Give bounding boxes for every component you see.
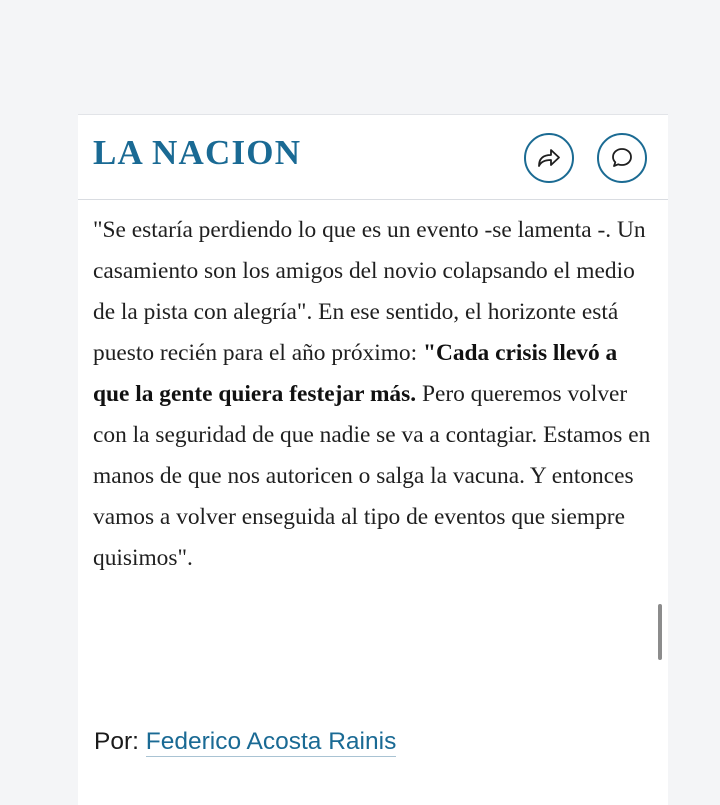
quote-text: "Se estaría perdiendo lo que es un evento -se lamenta -. Un casamiento son los amigos del novio colapsando el medio de la pista con alegría". En ese sentido, el horizonte está puesto recién para el año próximo: xyxy=(93,217,646,366)
highlighted-quote: "Cada crisis llevó a que la gente quiera festejar más. xyxy=(93,340,618,407)
comment-bubble-icon xyxy=(610,146,634,170)
article-body xyxy=(93,210,653,579)
share-button[interactable] xyxy=(524,133,574,183)
byline-prefix: Por: xyxy=(94,728,146,755)
article-paragraph xyxy=(93,210,653,579)
la-nacion-logo[interactable]: LA NACION xyxy=(93,133,302,172)
scrollbar-thumb[interactable] xyxy=(658,604,662,660)
share-arrow-icon xyxy=(536,147,562,169)
byline xyxy=(94,726,396,758)
comments-button[interactable] xyxy=(597,133,647,183)
article-header xyxy=(78,114,668,200)
quote-text-continued: Pero queremos volver con la seguridad de que nadie se va a contagiar. Estamos en manos de que nos autoricen o salga la vacuna. Y entonces vamos a volver enseguida al tipo de eventos que siempre quisimos". xyxy=(93,381,651,571)
author-link[interactable]: Federico Acosta Rainis xyxy=(145,728,397,755)
article-card xyxy=(78,114,668,805)
